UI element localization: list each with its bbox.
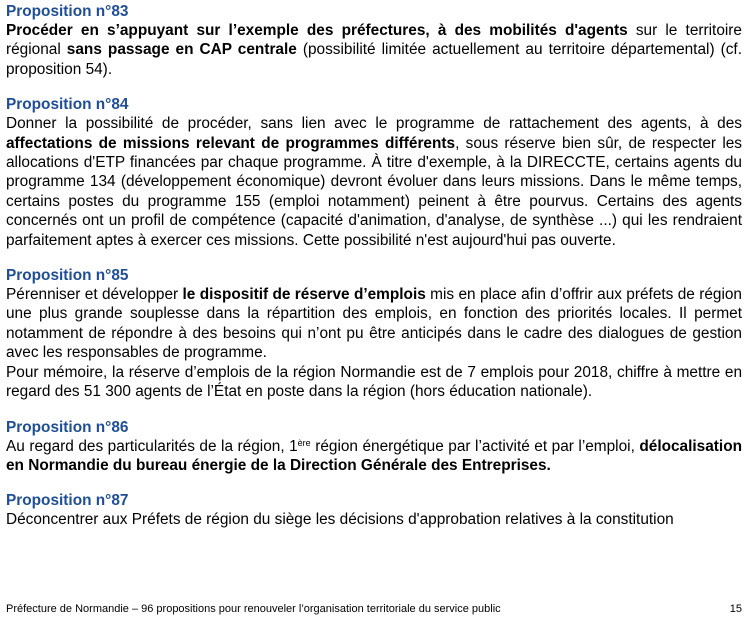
text-run: (possibilité limitée actuellement au territoire départemental) (cf. proposition 54). [6,41,742,78]
page-number: 15 [729,603,742,615]
superscript-run: ère [297,437,311,448]
footer-text: Préfecture de Normandie – 96 propositions pour renouveler l’organisation territoriale du service public [6,603,501,615]
proposal-84 [6,95,742,250]
proposal-87 [6,491,742,529]
text-run: mis en place afin d’offrir aux préfets de région une plus grande souplesse dans la répartition des emplois, en fonction des priorités locales. Il permet notamment de répondre à des besoins qui n’ont pu être anticipés dans le cadre des dialogues de gestion avec les responsables de programme. [6,286,742,362]
proposal-title: Proposition n°86 [6,418,129,436]
proposal-paragraph [6,437,742,476]
bold-run: délocalisation en Normandie du bureau énergie de la Direction Générale des Entreprises. [6,437,742,474]
document-page [6,2,742,546]
bold-run: sans passage en CAP centrale [66,41,297,59]
proposal-83 [6,2,742,79]
proposal-86 [6,418,742,476]
bold-run: le dispositif de réserve d’emplois [182,286,426,304]
text-run: Donner la possibilité de procéder, sans lien avec le programme de rattachement des agents, à des [6,115,742,133]
proposal-title: Proposition n°85 [6,267,129,285]
text-run: Pérenniser et développer [6,286,183,304]
text-run: Déconcentrer aux Préfets de région du siège les décisions d'approbation relatives à la constitution [6,511,674,529]
proposal-title: Proposition n°83 [6,3,129,20]
proposal-title: Proposition n°84 [6,96,129,114]
text-run: Pour mémoire, la réserve d’emplois de la région Normandie est de 7 emplois pour 2018, chiffre à mettre en regard des 51 300 agents de l’État en poste dans la région (hors éducation nationale). [6,363,742,401]
proposal-title: Proposition n°87 [6,492,129,510]
bold-run: Procéder en s’appuyant sur l’exemple des préfectures, à des mobilités d'agents [6,22,628,39]
proposal-paragraph [6,114,742,250]
proposal-paragraph [6,21,742,79]
bold-run: affectations de missions relevant de programmes différents [6,134,456,152]
proposal-paragraph [6,510,742,529]
proposal-paragraph [6,285,742,363]
proposal-paragraph [6,363,742,402]
text-run: sur le territoire régional [6,22,742,59]
proposal-85 [6,266,742,401]
text-run: région énergétique par l’activité et par l’emploi, [310,437,640,455]
text-run: , sous réserve bien sûr, de respecter les allocations d'ETP financées par chaque programme. À titre d'exemple, à la DIRECCTE, certains agents du programme 134 (développement économique) devront évoluer dans leurs missions. Dans le même temps, certains postes du programme 155 (emploi notamment) peinent à être pourvus. Certains des agents concernés ont un profil de compétence (capacité d'animation, d'analyse, de synthèse ...) qui les rendraient parfaitement aptes à exercer ces missions. Cette possibilité n'est aujourd'hui pas ouverte. [6,134,742,249]
text-run: Au regard des particularités de la région, 1 [6,437,298,455]
